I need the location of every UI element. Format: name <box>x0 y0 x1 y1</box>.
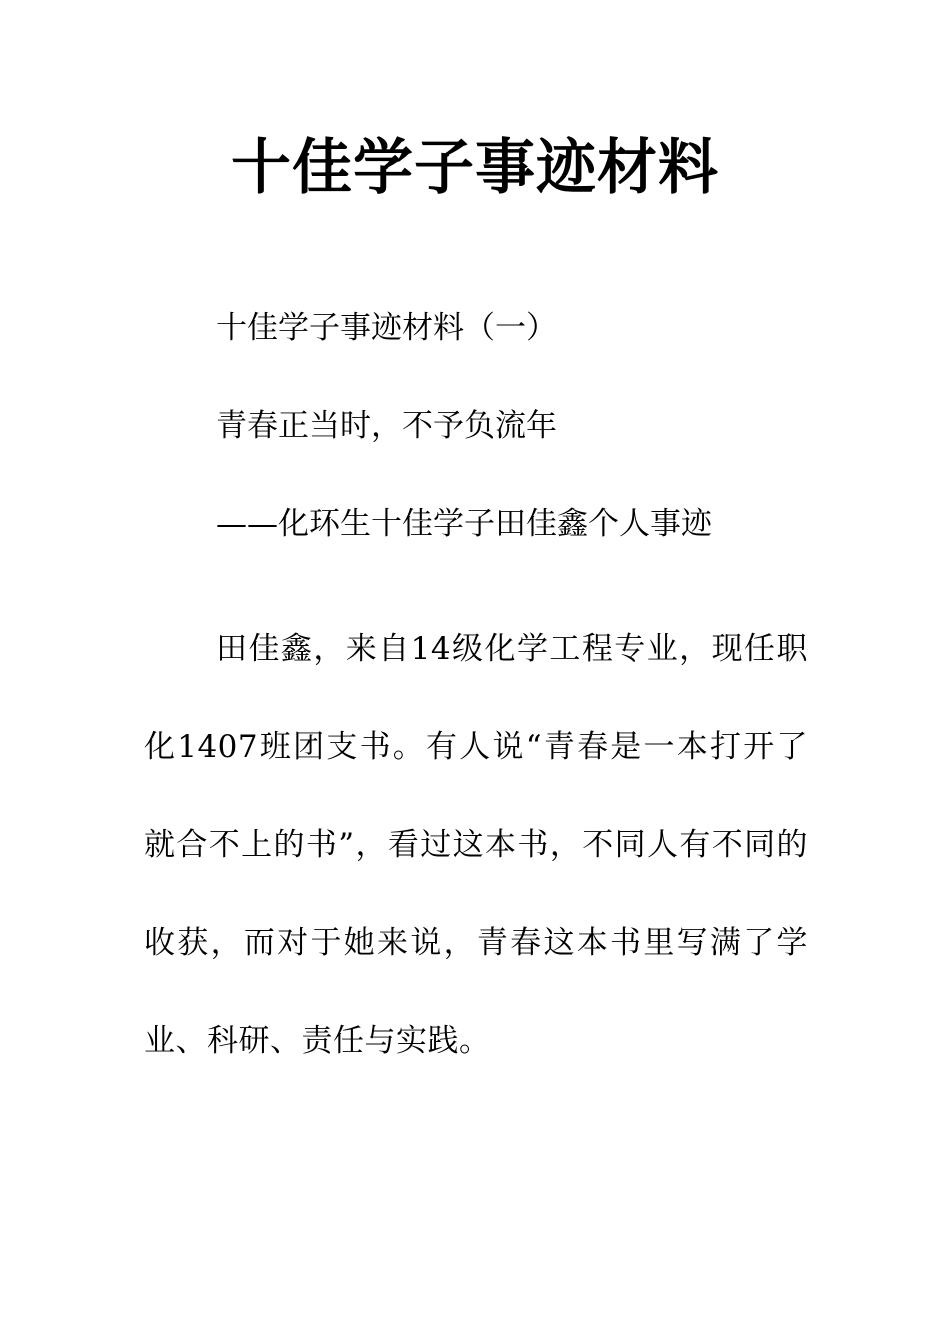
byline: ——化环生十佳学子田佳鑫个人事迹 <box>216 506 712 542</box>
body-paragraph: 田佳鑫，来自14级化学工程专业，现任职化1407班团支书。有人说“青春是一本打开了就合不上的书”，看过这本书，不同人有不同的收获，而对于她来说，青春这本书里写满了学业、科研、责任与实践。 <box>144 631 808 1059</box>
headline: 青春正当时，不予负流年 <box>216 408 557 444</box>
section-heading: 十佳学子事迹材料（一） <box>216 310 557 346</box>
document-title: 十佳学子事迹材料 <box>231 133 719 203</box>
